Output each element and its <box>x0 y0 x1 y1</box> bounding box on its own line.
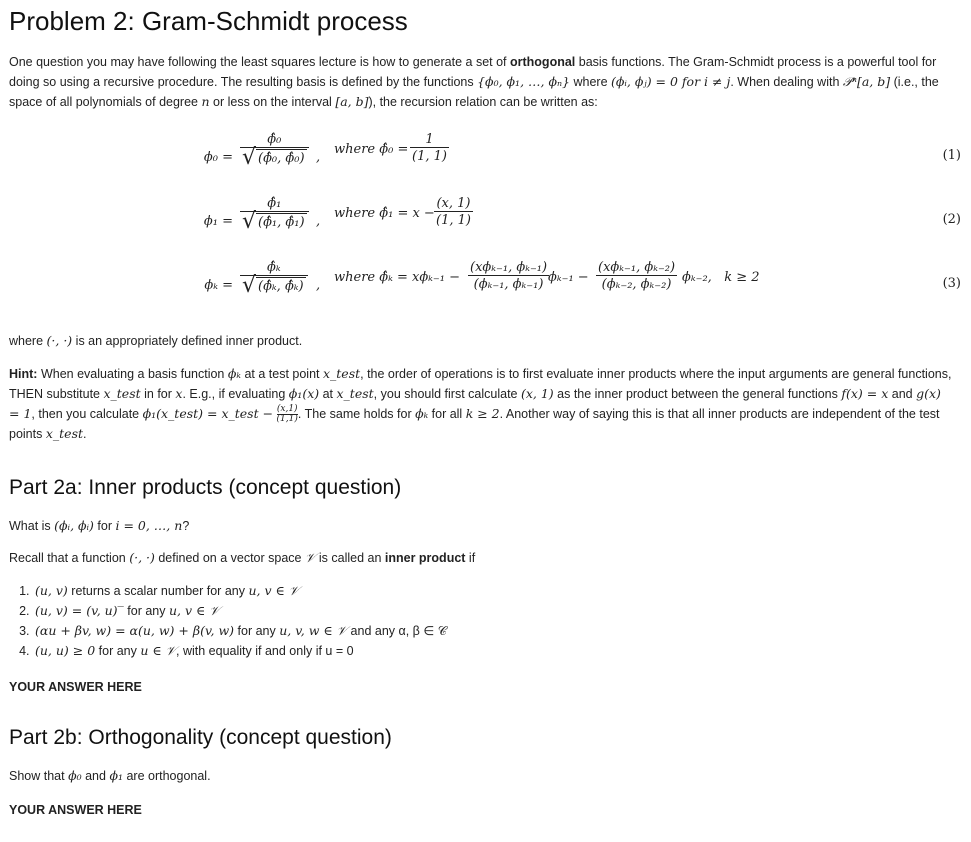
page-title: Problem 2: Gram-Schmidt process <box>9 6 408 36</box>
list-item: 3. (αu + βv, w) = α(u, w) + β(v, w) for any u, v, w ∈ 𝒱 and any α, β ∈ 𝒞 <box>33 621 447 641</box>
eq3-fraction: ϕ̂ₖ √ (ϕ̂ₖ, ϕ̂ₖ) <box>240 260 308 294</box>
part2a-heading: Part 2a: Inner products (concept question) <box>9 476 402 499</box>
inner-product-note: where (·, ·) is an appropriately defined inner product. <box>9 333 303 348</box>
part2b-question: Show that ϕ₀ and ϕ₁ are orthogonal. <box>9 768 211 783</box>
hint-paragraph: Hint: When evaluating a basis function ϕₖ at a test point x_test, the order of operations is to first evaluate inner products where the input arguments are general functions, THEN substitute x_test in for x. E.g., if evaluating ϕ₁(x) at x_test, you should first calculate (x, 1) as the inner product between the general functions f(x) = x and g(x) = 1, then you calculate ϕ₁(x_test) = x_test − $\frac{(x,1)}{(1,1)}$ . The same holds for ϕₖ for all k ≥ 2. Another way of saying this is that all inner products are independent of the test points x_test. <box>9 366 952 442</box>
equation-3: ϕₖ = ϕ̂ₖ √ (ϕ̂ₖ, ϕ̂ₖ) , where ϕ̂ₖ = xϕₖ₋₁ − (xϕₖ₋₁, ϕₖ₋₁) (ϕₖ₋₁, ϕₖ₋₁) ϕₖ₋₁ − (xϕₖ₋₁, ϕₖ₋₂) (ϕₖ₋₂, ϕₖ₋₂) ϕₖ₋₂, k ≥ 2 (3) <box>0 256 971 318</box>
hint-label: Hint: <box>9 367 38 381</box>
inner-product-properties-list <box>9 581 447 661</box>
part2a-recall: Recall that a function (·, ·) defined on a vector space 𝒱 is called an inner product if <box>9 550 476 565</box>
part2b-answer-cell[interactable]: YOUR ANSWER HERE <box>9 803 142 817</box>
equation-1: ϕ₀ = ϕ̂₀ √ (ϕ̂₀, ϕ̂₀) , where ϕ̂₀ = $\frac{1}{(1, 1)}$ (1) <box>0 128 971 190</box>
part2a-answer-cell[interactable]: YOUR ANSWER HERE <box>9 680 142 694</box>
list-item: 1. (u, v) returns a scalar number for any u, v ∈ 𝒱 <box>33 581 447 601</box>
eq1-fraction: ϕ̂₀ √ (ϕ̂₀, ϕ̂₀) <box>240 132 309 166</box>
intro-paragraph: One question you may have following the least squares lecture is how to generate a set of orthogonal basis functions. The Gram-Schmidt process is a powerful tool for doing so using a recursive procedure. The resulting basis is defined by the functions {ϕ₀, ϕ₁, …, ϕₙ} where (ϕᵢ, ϕⱼ) = 0 for i ≠ j. When dealing with 𝒫ⁿ[a, b] (i.e., the space of all polynomials of degree n or less on the interval [a, b]), the recursion relation can be written as: <box>9 55 939 109</box>
part2a-question: What is (ϕᵢ, ϕᵢ) for i = 0, …, n? <box>9 518 190 533</box>
equation-2: ϕ₁ = ϕ̂₁ √ (ϕ̂₁, ϕ̂₁) , where ϕ̂₁ = x − $\frac{(x, 1)}{(1, 1)}$ (2) <box>0 192 971 254</box>
equation-number: (3) <box>942 276 961 291</box>
equation-number: (2) <box>942 212 961 227</box>
equation-number: (1) <box>942 148 961 163</box>
list-item: 2. (u, v) = (v, u)‾ for any u, v ∈ 𝒱 <box>33 601 447 621</box>
list-item: 4. (u, u) ≥ 0 for any u ∈ 𝒱, with equality if and only if u = 0 <box>33 641 447 661</box>
part2b-heading: Part 2b: Orthogonality (concept question) <box>9 726 392 749</box>
eq2-fraction: ϕ̂₁ √ (ϕ̂₁, ϕ̂₁) <box>240 196 309 230</box>
